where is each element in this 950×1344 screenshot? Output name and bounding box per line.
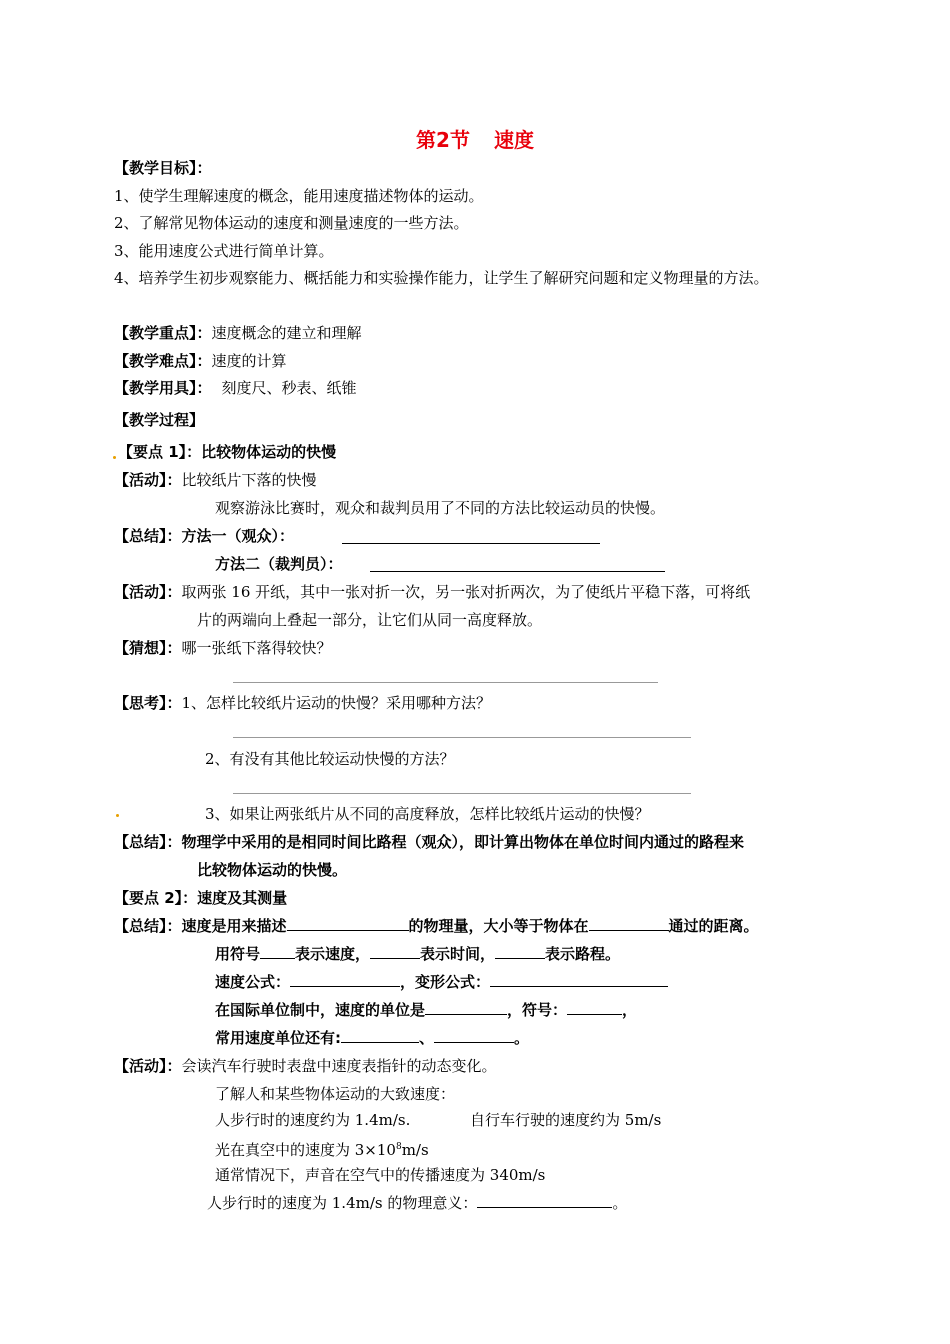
tools-label: 【教学用具】： — [114, 379, 212, 397]
blank[interactable] — [290, 972, 400, 987]
summary3-line3 — [215, 972, 668, 992]
point1-label: 【要点 1】： — [118, 443, 202, 461]
text: 。 — [514, 1029, 530, 1047]
stray-dot — [113, 456, 116, 459]
text: ，符号： — [507, 1001, 568, 1019]
blank[interactable] — [477, 1193, 612, 1208]
text: 速度是用来描述 — [181, 917, 287, 935]
section-number: 第2节 — [416, 128, 470, 152]
text: 常用速度单位还有: — [215, 1029, 341, 1047]
method2-blank[interactable] — [370, 571, 665, 572]
text: 用符号 — [215, 945, 261, 963]
activity2-line2: 片的两端向上叠起一部分，让它们从同一高度释放。 — [197, 611, 543, 629]
tools-text: 刻度尺、秒表、纸锥 — [221, 379, 357, 397]
goal-item: 4、培养学生初步观察能力、概括能力和实验操作能力，让学生了解研究问题和定义物理量的方法。 — [114, 269, 769, 287]
text: 通过的距离。 — [668, 917, 759, 935]
text: 。 — [612, 1194, 628, 1212]
difficulty-row — [114, 351, 287, 371]
activity2-row — [114, 582, 750, 602]
activity1-text: 比较纸片下落的快慢 — [181, 471, 317, 489]
text: 表示路程。 — [545, 945, 621, 963]
guess-answer-line[interactable] — [233, 682, 658, 683]
section-name: 速度 — [493, 128, 534, 152]
think-q2: 2、有没有其他比较运动快慢的方法？ — [205, 750, 455, 768]
text: 表示时间， — [420, 945, 496, 963]
summary2-line2: 比较物体运动的快慢。 — [197, 861, 348, 879]
method1-blank[interactable] — [342, 543, 600, 544]
goals-label: 【教学目标】： — [114, 159, 212, 177]
summary3-line1 — [114, 916, 759, 936]
blank[interactable] — [589, 916, 669, 931]
text: 、 — [419, 1029, 435, 1047]
activity3-l4: 通常情况下，声音在空气中的传播速度为 340m/s — [215, 1166, 546, 1184]
blank[interactable] — [567, 1000, 622, 1015]
guess-text: 哪一张纸下落得较快？ — [181, 639, 332, 657]
method2-label: 方法二（裁判员）： — [215, 555, 343, 573]
summary1-label: 【总结】： — [114, 527, 182, 545]
activity3-l1: 了解人和某些物体运动的大致速度： — [215, 1085, 456, 1103]
summary1-row — [114, 526, 294, 546]
activity3-label: 【活动】： — [114, 1057, 182, 1075]
focus-text: 速度概念的建立和理解 — [211, 324, 362, 342]
summary3-label: 【总结】： — [114, 917, 182, 935]
point1-text: 比较物体运动的快慢 — [201, 443, 337, 461]
method1-label: 方法一（观众）： — [181, 527, 295, 545]
blank[interactable] — [287, 916, 409, 931]
activity3-l5 — [207, 1193, 627, 1213]
focus-label: 【教学重点】： — [114, 324, 212, 342]
think-row — [114, 693, 491, 713]
text: 光在真空中的速度为 3×10 — [215, 1141, 396, 1159]
tools-row — [114, 378, 357, 398]
blank[interactable] — [490, 972, 668, 987]
activity2-label: 【活动】： — [114, 583, 182, 601]
text: 人步行时的速度为 1.4m/s 的物理意义： — [207, 1194, 478, 1212]
summary3-line2 — [215, 944, 620, 964]
activity3-l2a: 人步行时的速度约为 1.4m/s. — [215, 1111, 411, 1129]
summary2-line1: 物理学中采用的是相同时间比路程（观众），即计算出物体在单位时间内通过的路程来 — [181, 833, 745, 851]
think-q3: 3、如果让两张纸片从不同的高度释放，怎样比较纸片运动的快慢？ — [205, 805, 650, 823]
point2-text: 速度及其测量 — [197, 889, 288, 907]
text: ， — [622, 1001, 638, 1019]
text: ，变形公式： — [400, 973, 491, 991]
text: 的物理量，大小等于物体在 — [408, 917, 589, 935]
activity1-label: 【活动】： — [114, 471, 182, 489]
activity3-l3 — [215, 1137, 429, 1160]
think-label: 【思考】： — [114, 694, 182, 712]
process-label: 【教学过程】 — [114, 411, 205, 429]
blank[interactable] — [370, 944, 420, 959]
blank[interactable] — [495, 944, 545, 959]
point2-label: 【要点 2】： — [114, 889, 198, 907]
activity3-l2b: 自行车行驶的速度约为 5m/s — [470, 1111, 662, 1129]
page-title — [0, 124, 950, 153]
goal-item: 3、能用速度公式进行简单计算。 — [114, 242, 334, 260]
guess-row — [114, 638, 332, 658]
summary2-label: 【总结】： — [114, 833, 182, 851]
summary3-line5 — [215, 1028, 529, 1048]
guess-label: 【猜想】： — [114, 639, 182, 657]
goal-item: 2、了解常见物体运动的速度和测量速度的一些方法。 — [114, 214, 469, 232]
activity2-line1: 取两张 16 开纸，其中一张对折一次，另一张对折两次，为了使纸片平稳下落，可将纸 — [181, 583, 751, 601]
point1-row — [118, 442, 336, 462]
blank[interactable] — [434, 1028, 514, 1043]
text: 速度公式： — [215, 973, 291, 991]
activity3-text: 会读汽车行驶时表盘中速度表指针的动态变化。 — [181, 1057, 497, 1075]
think-q1: 1、怎样比较纸片运动的快慢？采用哪种方法？ — [181, 694, 492, 712]
stray-dot — [116, 814, 119, 817]
activity1-row — [114, 470, 317, 490]
text: 表示速度， — [295, 945, 371, 963]
focus-row — [114, 323, 362, 343]
summary3-line4 — [215, 1000, 637, 1020]
summary2-row — [114, 832, 744, 852]
exponent: 8 — [395, 1142, 402, 1152]
blank[interactable] — [260, 944, 295, 959]
text: m/s — [401, 1141, 429, 1159]
activity1-sub: 观察游泳比赛时，观众和裁判员用了不同的方法比较运动员的快慢。 — [215, 499, 666, 517]
text: 在国际单位制中，速度的单位是 — [215, 1001, 426, 1019]
blank[interactable] — [425, 1000, 507, 1015]
difficulty-label: 【教学难点】： — [114, 352, 212, 370]
point2-row — [114, 888, 287, 908]
difficulty-text: 速度的计算 — [211, 352, 287, 370]
activity3-row — [114, 1056, 497, 1076]
goal-item: 1、使学生理解速度的概念，能用速度描述物体的运动。 — [114, 187, 484, 205]
blank[interactable] — [341, 1028, 419, 1043]
think-q2-answer-line[interactable] — [233, 793, 691, 794]
think-q1-answer-line[interactable] — [233, 737, 691, 738]
